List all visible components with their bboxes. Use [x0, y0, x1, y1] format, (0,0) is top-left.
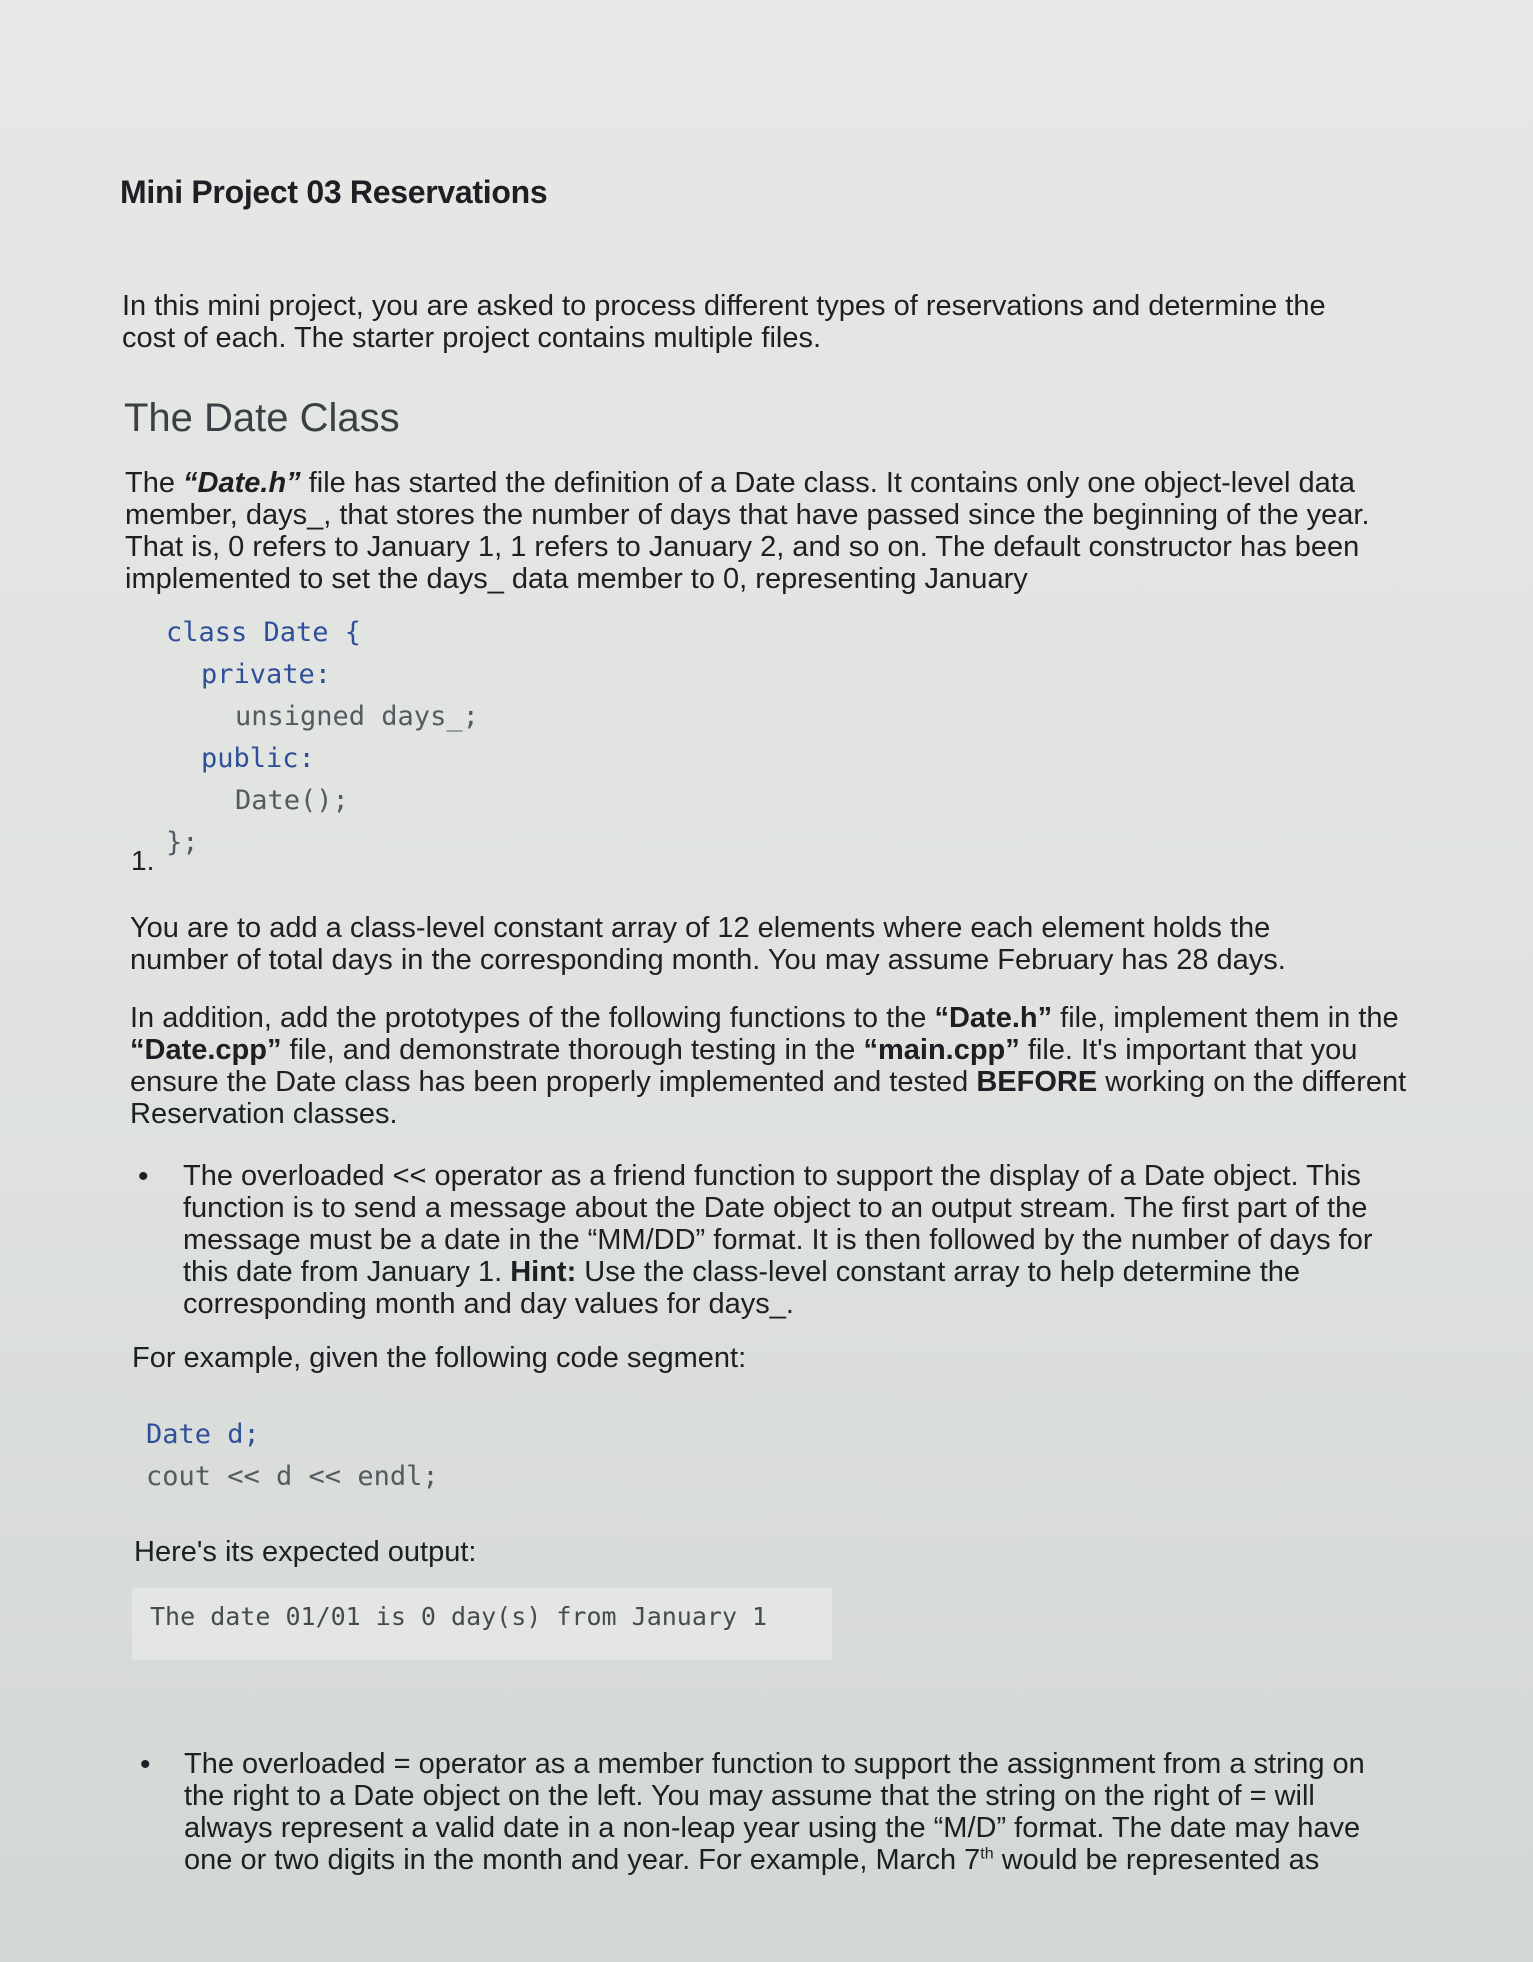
example-code-block: [146, 1414, 846, 1498]
example-intro: For example, given the following code segment:: [132, 1342, 747, 1374]
code-line: Date d;: [146, 1419, 260, 1450]
class-date-code-block: [166, 612, 479, 864]
addition-text: In addition, add the prototypes of the following functions to the: [130, 1002, 935, 1034]
addition-text: working on the different Reservation classes.: [130, 1066, 1407, 1130]
code-line: };: [166, 827, 199, 858]
date-class-paragraph: [125, 467, 1405, 595]
date-h-filename: “Date.h”: [183, 467, 301, 499]
expected-output-label: Here's its expected output:: [134, 1536, 477, 1568]
date-cpp-filename: “Date.cpp”: [130, 1034, 282, 1066]
code-line: cout << d << endl;: [146, 1461, 439, 1492]
bullet-insertion-operator: [183, 1160, 1383, 1320]
expected-output-text: The date 01/01 is 0 day(s) from January 1: [150, 1602, 768, 1631]
bullet-assignment-operator: [184, 1748, 1384, 1876]
main-cpp-filename: “main.cpp”: [863, 1034, 1020, 1066]
bullet-icon: •: [140, 1748, 151, 1781]
bullet-text: The overloaded << operator as a friend function to support the display of a Date object. This function is to send a message about the Date object to an output stream. The first part of the message must be a date in the “MM/DD” format. It is then followed by the number of days for this date from January 1.: [183, 1160, 1373, 1288]
code-line: Date();: [235, 785, 349, 816]
ordinal-suffix: th: [980, 1845, 994, 1863]
code-line: class Date {: [166, 617, 362, 648]
intro-paragraph: In this mini project, you are asked to process different types of reservations and determine the cost of each. The starter project contains multiple files.: [122, 290, 1326, 354]
array-paragraph: You are to add a class-level constant array of 12 elements where each element holds the number of total days in the corresponding month. You may assume February has 28 days.: [130, 912, 1286, 976]
document-title: Mini Project 03 Reservations: [120, 174, 548, 210]
date-class-text-start: The: [125, 467, 184, 499]
hint-text: Use the class-level constant array to help determine the corresponding month and day values for days_.: [183, 1256, 1301, 1320]
code-line: unsigned days_;: [235, 701, 479, 732]
date-class-text-rest: file has started the definition of a Date class. It contains only one object-level data member, days_, that stores the number of days that have passed since the beginning of the year. That is, 0 refers to January 1, 1 refers to January 2, and so on. The default constructor has been implemented to set the days_ data member to 0, representing January: [125, 467, 1370, 595]
date-h-filename: “Date.h”: [934, 1002, 1053, 1034]
addition-text: file, and demonstrate thorough testing in the: [281, 1034, 864, 1066]
code-line: private:: [201, 659, 332, 690]
addition-text: file, implement them in the: [1052, 1002, 1399, 1034]
addition-text: file. It's important that you ensure the Date class has been properly implemented and tested: [130, 1034, 1358, 1098]
section-heading-date-class: The Date Class: [124, 396, 400, 440]
addition-paragraph: [130, 1002, 1410, 1130]
bullet-text: would be represented as: [993, 1844, 1320, 1876]
bullet-text: The overloaded = operator as a member function to support the assignment from a string on the right to a Date object on the left. You may assume that the string on the right of = will always represent a valid date in a non-leap year using the “M/D” format. The date may have one or two digits in the month and year. For example, March 7: [184, 1748, 1365, 1876]
list-number: 1.: [131, 845, 155, 876]
hint-label: Hint:: [510, 1256, 577, 1288]
before-emphasis: BEFORE: [976, 1066, 1098, 1098]
code-line: public:: [201, 743, 315, 774]
bullet-icon: •: [138, 1160, 149, 1193]
